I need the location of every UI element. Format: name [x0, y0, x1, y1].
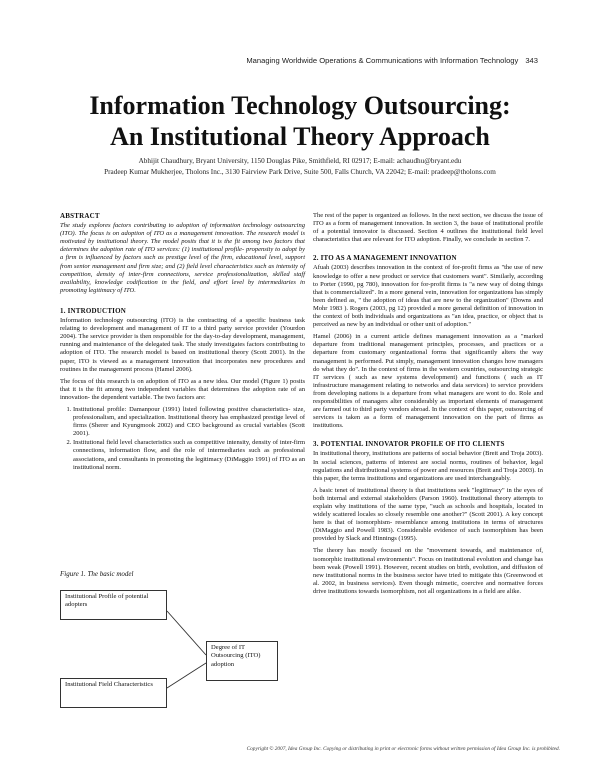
right-column: [313, 212, 543, 600]
ito-adoption-box: Degree of IT Outsourcing (ITO) adoption: [206, 641, 278, 681]
section-3-paragraph: The theory has mostly focused on the "movement towards, and maintenance of, isomorphic institutional environments". Focus on institutional evolution and change has been weak (Powell 1991). However, recent studies on birth, evolution, and diffusion of new institutional norms in the business sector have tried to mitigate this (Greenwood et al. 2002, in business services). Even though mimetic, coercive and normative forces drive institutions towards isomorphism, not all organizations in a field are alike.: [313, 547, 543, 595]
factor-list-item: 1. Institutional profile: Damanpour (1991) listed following positive characteristics- size, professionalism, and specialization. Institutional theory has emphasized prestige level of firms (Sherer and Kyungmook 2002) and CEO background as crucial variables (Scott 2001).: [73, 406, 305, 438]
abstract-heading: ABSTRACT: [60, 212, 100, 220]
author-1: Abhijit Chaudhury, Bryant University, 1150 Douglas Pike, Smithfield, RI 02917; E-mail: achaudhu@bryant.edu: [138, 157, 462, 165]
title-line-1: Information Technology Outsourcing:: [89, 91, 511, 120]
connector-profile: [167, 611, 206, 655]
intro-heading: 1. INTRODUCTION: [60, 306, 127, 315]
institutional-profile-box: Institutional Profile of potential adopters: [60, 590, 167, 620]
section-3-paragraph: A basic tenet of institutional theory is that institutions seek "legitimacy" in the eyes of both internal and external stakeholders (Parson 1960). Institutional theory attempts to explain why institutions of the same type, "such as schools and hospitals, located in widely scattered locales so closely resemble one another?" (Scott 2001). A key concept here is that of isomorphism- resemblance among institutions in terms of structures (DiMaggio and Powell 1983). Considerable evidence of such isomorphism has been provided by Slack and Hinnings (1995).: [313, 486, 543, 543]
copyright-footer: Copyright © 2007, Idea Group Inc. Copying or distributing in print or electronic forms without written permission of Idea Group Inc. is prohibited.: [246, 746, 560, 752]
running-head: [60, 56, 538, 65]
title-line-2: An Institutional Theory Approach: [110, 122, 490, 151]
section-2-paragraph: Hamel (2006) in a current article defines management innovation as a "marked departure from traditional management principles, processes, and practices or a departure from customary organizational forms that significantly alters the way management is performed. Put simply, management innovation changes how managers do what they do". In the context of firms in the western countries, outsourcing strategic IT services ( such as new systems development) and functions ( such as IT infrastructure management relating to networks and data services) to service providers from developing nations is a departure from what managers are wont to do. Role and responsibilities of managers alter considerably as important elements of management are farmed out to third party vendors abroad. In the context of this paper, outsourcing of services is taken as a form of management innovation on the part of firms as institutions.: [313, 333, 543, 430]
section-3-heading: 3. POTENTIAL INNOVATOR PROFILE OF ITO CLIENTS: [313, 440, 505, 449]
section-3-paragraph: In institutional theory, institutions are patterns of social behavior (Breit and Troja 2003). In social sciences, patterns of interest are social norms, routines of behavior, legal regulations and distributional systems of power and resources (Breit and Troja 2003). In this paper, the terms institutions and organizations are used interchangeably.: [313, 450, 543, 482]
intro-paragraph: Information technology outsourcing (ITO) is the contracting of a specific business task relating to development and management of IT to a third party service provider (Yourdon 2004). The service provider is then responsible for the day-to-day development, management, running and maintenance of the delegated task. The study investigates factors contributing to adoption of ITO. The research model is based on institutional theory (Scott 2001). In the paper, ITO is viewed as a management innovation that incorporates new procedures and routines in the management process (Hamel 2006).: [60, 317, 305, 373]
running-head-title: Managing Worldwide Operations & Communications with Information Technology: [246, 56, 519, 65]
left-column: [60, 212, 305, 475]
intro-paragraph: The focus of this research is on adoption of ITO as a new idea. Our model (Figure 1) posits that it is the fit among two independent variables that determines the adoption rate of an innovation- the dependent variable. The two factors are:: [60, 377, 305, 401]
outline-paragraph: The rest of the paper is organized as follows. In the next section, we discuss the issue of ITO as a form of management innovation. In section 3, the issue of institutional profile of a potential innovator is discussed. Section 4 outlines the institutional field level characteristics that are relevant for ITO adoption. Finally, we conclude in section 7.: [313, 212, 543, 244]
page-number: 343: [525, 56, 538, 65]
abstract-text: The study explores factors contributing to adoption of information technology outsourcing (ITO). The focus is on adoption of ITO as a management innovation. The research model is motivated by institutional theory. The model posits that it is the fit among two factors that determines the adoption rate of ITO services: (1) institutional profile- propensity to adopt by a firm is influenced by factors such as prestige level of the firm, educational level, support from senior management and firm size; and (2) field level characteristics such as intensity of competition, density of inter-firm connections, service professionalization, skilled staff availability, knowledge codification in the field, and effort level by intermediaries in promoting legitimacy of ITO.: [60, 222, 305, 294]
factor-list: [60, 406, 305, 472]
section-2-heading: 2. ITO AS A MANAGEMENT INNOVATION: [313, 254, 457, 263]
field-characteristics-box: Institutional Field Characteristics: [60, 678, 167, 708]
figure-caption: Figure 1. The basic model: [60, 570, 134, 578]
paper-title: [40, 90, 560, 152]
author-2: Pradeep Kumar Mukherjee, Tholons Inc., 3130 Fairview Park Drive, Suite 500, Falls Church, VA 22042; E-mail: pradeep@tholons.com: [104, 168, 496, 176]
factor-list-item: 2. Institutional field level characteristics such as competitive intensity, density of inter-firm connections, information flow, and the role of intermediaries such as professional associations, and consultants in promoting the legitimacy (DiMaggio 1991) of ITO as an institutional norm.: [73, 439, 305, 471]
basic-model-figure: [60, 583, 305, 733]
connector-field: [167, 663, 206, 688]
section-2-paragraph: Afuah (2003) describes innovation in the context of for-profit firms as "the use of new knowledge to offer a new product or service that customers want". Similarly, according to Porter (1990, pg 780), innovation for for-profit firms is "a new way of doing things that is commercialized". In a more general vein, innovation for organizations has simply been defined as, " the adoption of ideas that are new to the organization" (Downs and Mohr 1983 ). Rogers (2003, pg 12) provided a more general definition of innovation in the context of both individuals and organizations as "an idea, practice, or object that is perceived as new by an individual or other unit of adoption.": [313, 264, 543, 329]
